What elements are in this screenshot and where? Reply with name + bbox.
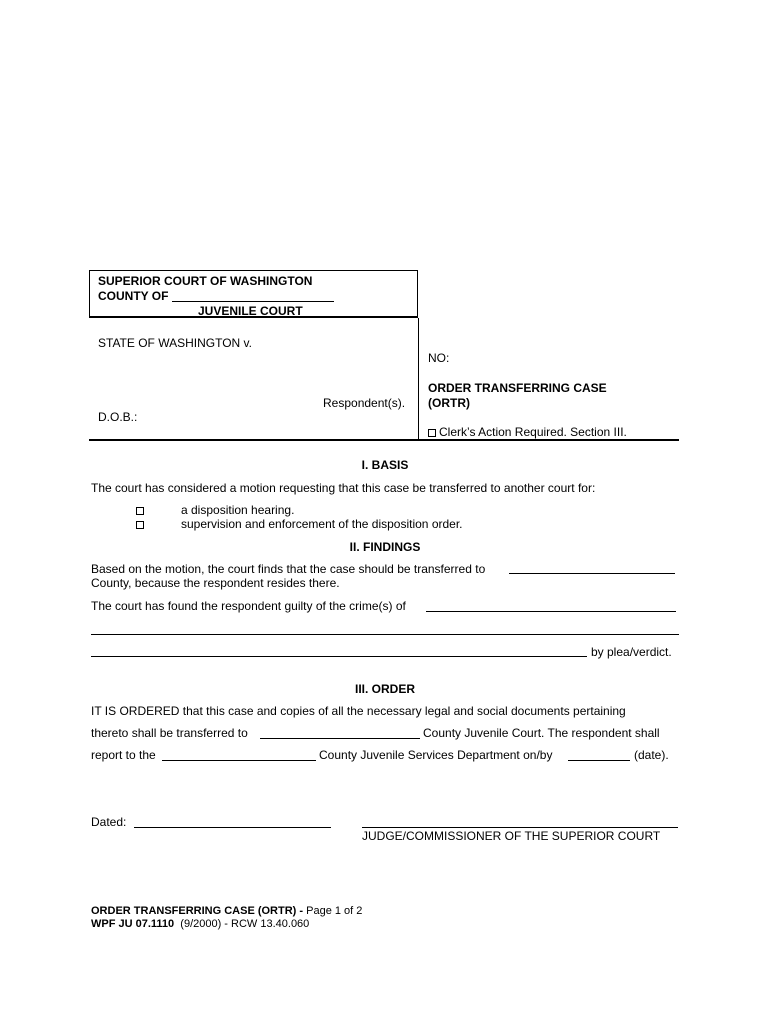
dated-label: Dated: [91, 815, 127, 829]
county-label [98, 289, 334, 303]
dated-blank[interactable] [134, 827, 331, 828]
basis-option-row[interactable] [136, 503, 147, 517]
findings-line2: County, because the respondent resides there. [91, 576, 340, 590]
crimes-blank-2[interactable] [91, 634, 679, 635]
order-line2b: County Juvenile Court. The respondent shall [423, 726, 660, 740]
court-name: SUPERIOR COURT OF WASHINGTON [98, 274, 313, 288]
transfer-county-blank[interactable] [509, 573, 675, 574]
guilty-crimes-label: The court has found the respondent guilty of the crime(s) of [91, 599, 406, 613]
footer-title-line [91, 905, 362, 917]
findings-heading: II. FINDINGS [349, 540, 421, 554]
plea-verdict-label: by plea/verdict. [591, 645, 672, 659]
state-v-label: STATE OF WASHINGTON v. [98, 336, 253, 350]
footer-form-line [91, 918, 309, 930]
dob-label: D.O.B.: [98, 410, 138, 424]
basis-option-label: a disposition hearing. [181, 503, 295, 517]
footer-title: ORDER TRANSFERRING CASE (ORTR) - [91, 905, 304, 917]
order-line2a: thereto shall be transferred to [91, 726, 248, 740]
juvenile-court-label: JUVENILE COURT [198, 304, 303, 318]
clerk-action-label: Clerk’s Action Required. Section III. [439, 425, 627, 439]
option-checkbox[interactable] [136, 507, 144, 515]
judge-title: JUDGE/COMMISSIONER OF THE SUPERIOR COURT [362, 829, 661, 843]
order-line1: IT IS ORDERED that this case and copies of all the necessary legal and social documents pertaining [91, 704, 626, 718]
case-number-label: NO: [428, 351, 450, 365]
order-line3c: (date). [634, 748, 669, 762]
county-label-text: COUNTY OF [98, 289, 169, 303]
order-line3a: report to the [91, 748, 156, 762]
footer-form-number: WPF JU 07.1110 [91, 918, 175, 930]
judge-signature-line[interactable] [362, 827, 678, 828]
crimes-blank-3[interactable] [91, 656, 587, 657]
clerk-action-checkbox[interactable] [428, 429, 436, 437]
order-line3b: County Juvenile Services Department on/by [319, 748, 553, 762]
basis-option-label: supervision and enforcement of the disposition order. [181, 517, 463, 531]
caption-vertical-divider [418, 318, 419, 440]
county-blank [172, 290, 334, 302]
caption-bottom-rule [89, 439, 679, 441]
respondents-label: Respondent(s). [323, 396, 406, 410]
footer-form-rest: (9/2000) - RCW 13.40.060 [174, 918, 310, 930]
basis-intro: The court has considered a motion requesting that this case be transferred to another court for: [91, 481, 596, 495]
crimes-blank-1[interactable] [426, 611, 676, 612]
order-heading: III. ORDER [354, 682, 415, 696]
basis-option-row[interactable] [136, 517, 147, 531]
report-date-blank[interactable] [568, 760, 630, 761]
clerk-action-checkbox-row[interactable] [428, 425, 627, 439]
option-checkbox[interactable] [136, 521, 144, 529]
findings-line1: Based on the motion, the court finds that the case should be transferred to [91, 562, 486, 576]
juvenile-court-county-blank[interactable] [260, 738, 420, 739]
footer-page: Page 1 of 2 [303, 905, 363, 917]
services-county-blank[interactable] [162, 760, 316, 761]
basis-heading: I. BASIS [361, 458, 409, 472]
order-code: (ORTR) [428, 396, 470, 410]
order-title: ORDER TRANSFERRING CASE [428, 381, 607, 395]
